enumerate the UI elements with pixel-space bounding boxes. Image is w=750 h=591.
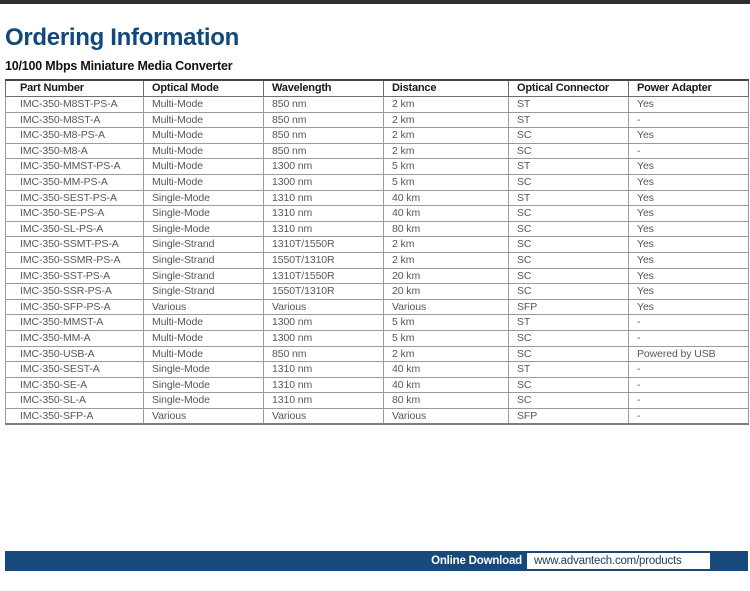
table-cell: SC (509, 237, 629, 253)
table-row (6, 299, 749, 315)
table-cell: 80 km (384, 393, 509, 409)
table-cell: Multi-Mode (144, 128, 264, 144)
table-cell: Single-Strand (144, 237, 264, 253)
table-row (6, 128, 749, 144)
ordering-table (5, 79, 749, 425)
table-cell: 1300 nm (264, 159, 384, 175)
table-cell: 1550T/1310R (264, 252, 384, 268)
table-cell: IMC-350-SEST-A (6, 362, 144, 378)
column-header-power-adapter: Power Adapter (629, 80, 749, 97)
table-cell: 5 km (384, 159, 509, 175)
table-cell: Single-Mode (144, 206, 264, 222)
table-cell: Multi-Mode (144, 112, 264, 128)
table-cell: 40 km (384, 377, 509, 393)
table-cell: 40 km (384, 190, 509, 206)
table-cell: - (629, 330, 749, 346)
table-cell: SC (509, 268, 629, 284)
table-row (6, 346, 749, 362)
table-cell: SC (509, 128, 629, 144)
table-cell: 5 km (384, 330, 509, 346)
table-cell: 1310 nm (264, 190, 384, 206)
table-cell: Yes (629, 284, 749, 300)
table-cell: Single-Mode (144, 221, 264, 237)
table-cell: SFP (509, 408, 629, 424)
online-download-bar (5, 551, 748, 571)
table-row (6, 330, 749, 346)
table-cell: Various (384, 299, 509, 315)
table-cell: Powered by USB (629, 346, 749, 362)
table-row (6, 112, 749, 128)
table-cell: 2 km (384, 143, 509, 159)
table-cell: - (629, 362, 749, 378)
table-cell: IMC-350-SFP-PS-A (6, 299, 144, 315)
table-cell: IMC-350-SL-PS-A (6, 221, 144, 237)
table-cell: 20 km (384, 284, 509, 300)
table-cell: SC (509, 346, 629, 362)
section-subtitle: 10/100 Mbps Miniature Media Converter (5, 59, 233, 73)
table-cell: Multi-Mode (144, 315, 264, 331)
table-cell: ST (509, 97, 629, 113)
table-cell: Yes (629, 221, 749, 237)
table-cell: Single-Mode (144, 377, 264, 393)
table-cell: Multi-Mode (144, 346, 264, 362)
table-cell: IMC-350-MM-PS-A (6, 174, 144, 190)
table-cell: 1310 nm (264, 221, 384, 237)
table-cell: Single-Strand (144, 268, 264, 284)
table-cell: ST (509, 112, 629, 128)
table-row (6, 97, 749, 113)
table-cell: Various (264, 408, 384, 424)
table-cell: Yes (629, 252, 749, 268)
table-cell: Yes (629, 206, 749, 222)
table-cell: ST (509, 159, 629, 175)
table-cell: 850 nm (264, 128, 384, 144)
table-cell: 2 km (384, 112, 509, 128)
table-cell: ST (509, 190, 629, 206)
download-url-box[interactable]: www.advantech.com/products (527, 553, 710, 569)
table-cell: 40 km (384, 206, 509, 222)
table-cell: 80 km (384, 221, 509, 237)
table-cell: IMC-350-SFP-A (6, 408, 144, 424)
ordering-table-body (6, 97, 749, 425)
table-cell: 850 nm (264, 112, 384, 128)
table-row (6, 221, 749, 237)
table-cell: IMC-350-SSR-PS-A (6, 284, 144, 300)
table-cell: SC (509, 206, 629, 222)
table-cell: - (629, 112, 749, 128)
table-cell: IMC-350-SE-PS-A (6, 206, 144, 222)
table-cell: SC (509, 221, 629, 237)
table-cell: 1300 nm (264, 330, 384, 346)
table-cell: Yes (629, 299, 749, 315)
table-cell: SC (509, 393, 629, 409)
table-cell: Multi-Mode (144, 97, 264, 113)
table-cell: 5 km (384, 315, 509, 331)
table-row (6, 377, 749, 393)
table-cell: Multi-Mode (144, 174, 264, 190)
table-row (6, 252, 749, 268)
table-cell: 850 nm (264, 346, 384, 362)
table-cell: IMC-350-SL-A (6, 393, 144, 409)
table-cell: Multi-Mode (144, 159, 264, 175)
table-cell: 850 nm (264, 143, 384, 159)
table-cell: ST (509, 315, 629, 331)
table-row (6, 408, 749, 424)
table-cell: 2 km (384, 237, 509, 253)
table-cell: 2 km (384, 252, 509, 268)
ordering-table-head (6, 80, 749, 97)
top-divider-bar (0, 0, 750, 4)
table-cell: SC (509, 143, 629, 159)
table-cell: Yes (629, 174, 749, 190)
table-cell: Various (144, 299, 264, 315)
table-cell: IMC-350-SSMT-PS-A (6, 237, 144, 253)
table-cell: Single-Mode (144, 362, 264, 378)
table-cell: 850 nm (264, 97, 384, 113)
online-download-label: Online Download (431, 555, 522, 567)
table-cell: Various (144, 408, 264, 424)
header-row (6, 80, 749, 97)
table-cell: 1310 nm (264, 393, 384, 409)
table-cell: SFP (509, 299, 629, 315)
table-cell: 1310 nm (264, 362, 384, 378)
table-cell: Single-Mode (144, 393, 264, 409)
table-row (6, 237, 749, 253)
table-cell: IMC-350-MMST-A (6, 315, 144, 331)
table-cell: SC (509, 284, 629, 300)
table-row (6, 143, 749, 159)
table-cell: 1310 nm (264, 206, 384, 222)
table-cell: IMC-350-SSMR-PS-A (6, 252, 144, 268)
table-cell: 5 km (384, 174, 509, 190)
table-cell: Multi-Mode (144, 143, 264, 159)
column-header-wavelength: Wavelength (264, 80, 384, 97)
table-cell: IMC-350-MM-A (6, 330, 144, 346)
table-row (6, 315, 749, 331)
table-cell: - (629, 377, 749, 393)
table-cell: 1310T/1550R (264, 237, 384, 253)
table-cell: Single-Mode (144, 190, 264, 206)
table-cell: 2 km (384, 346, 509, 362)
column-header-optical-connector: Optical Connector (509, 80, 629, 97)
table-cell: SC (509, 330, 629, 346)
table-cell: Various (384, 408, 509, 424)
table-cell: IMC-350-MMST-PS-A (6, 159, 144, 175)
table-cell: IMC-350-SEST-PS-A (6, 190, 144, 206)
table-cell: SC (509, 252, 629, 268)
table-cell: 1300 nm (264, 315, 384, 331)
table-cell: 20 km (384, 268, 509, 284)
table-cell: 2 km (384, 128, 509, 144)
column-header-part-number: Part Number (6, 80, 144, 97)
table-cell: IMC-350-SE-A (6, 377, 144, 393)
table-cell: Multi-Mode (144, 330, 264, 346)
table-cell: IMC-350-M8-A (6, 143, 144, 159)
table-row (6, 159, 749, 175)
column-header-distance: Distance (384, 80, 509, 97)
table-cell: Yes (629, 97, 749, 113)
table-row (6, 362, 749, 378)
table-cell: - (629, 393, 749, 409)
table-cell: IMC-350-M8ST-A (6, 112, 144, 128)
table-cell: Various (264, 299, 384, 315)
table-row (6, 206, 749, 222)
table-cell: 1310 nm (264, 377, 384, 393)
table-cell: IMC-350-SST-PS-A (6, 268, 144, 284)
table-cell: Yes (629, 268, 749, 284)
table-cell: IMC-350-USB-A (6, 346, 144, 362)
table-cell: 40 km (384, 362, 509, 378)
table-cell: IMC-350-M8-PS-A (6, 128, 144, 144)
table-cell: 2 km (384, 97, 509, 113)
table-cell: - (629, 143, 749, 159)
table-cell: IMC-350-M8ST-PS-A (6, 97, 144, 113)
table-cell: 1300 nm (264, 174, 384, 190)
table-cell: Yes (629, 190, 749, 206)
table-cell: SC (509, 174, 629, 190)
column-header-optical-mode: Optical Mode (144, 80, 264, 97)
table-cell: Yes (629, 237, 749, 253)
table-cell: Yes (629, 128, 749, 144)
table-row (6, 174, 749, 190)
table-row (6, 190, 749, 206)
table-cell: ST (509, 362, 629, 378)
table-cell: 1550T/1310R (264, 284, 384, 300)
table-row (6, 284, 749, 300)
table-row (6, 268, 749, 284)
table-cell: Yes (629, 159, 749, 175)
page-title: Ordering Information (5, 24, 240, 51)
table-cell: Single-Strand (144, 252, 264, 268)
table-cell: SC (509, 377, 629, 393)
table-cell: - (629, 408, 749, 424)
table-cell: - (629, 315, 749, 331)
table-cell: 1310T/1550R (264, 268, 384, 284)
table-row (6, 393, 749, 409)
table-cell: Single-Strand (144, 284, 264, 300)
